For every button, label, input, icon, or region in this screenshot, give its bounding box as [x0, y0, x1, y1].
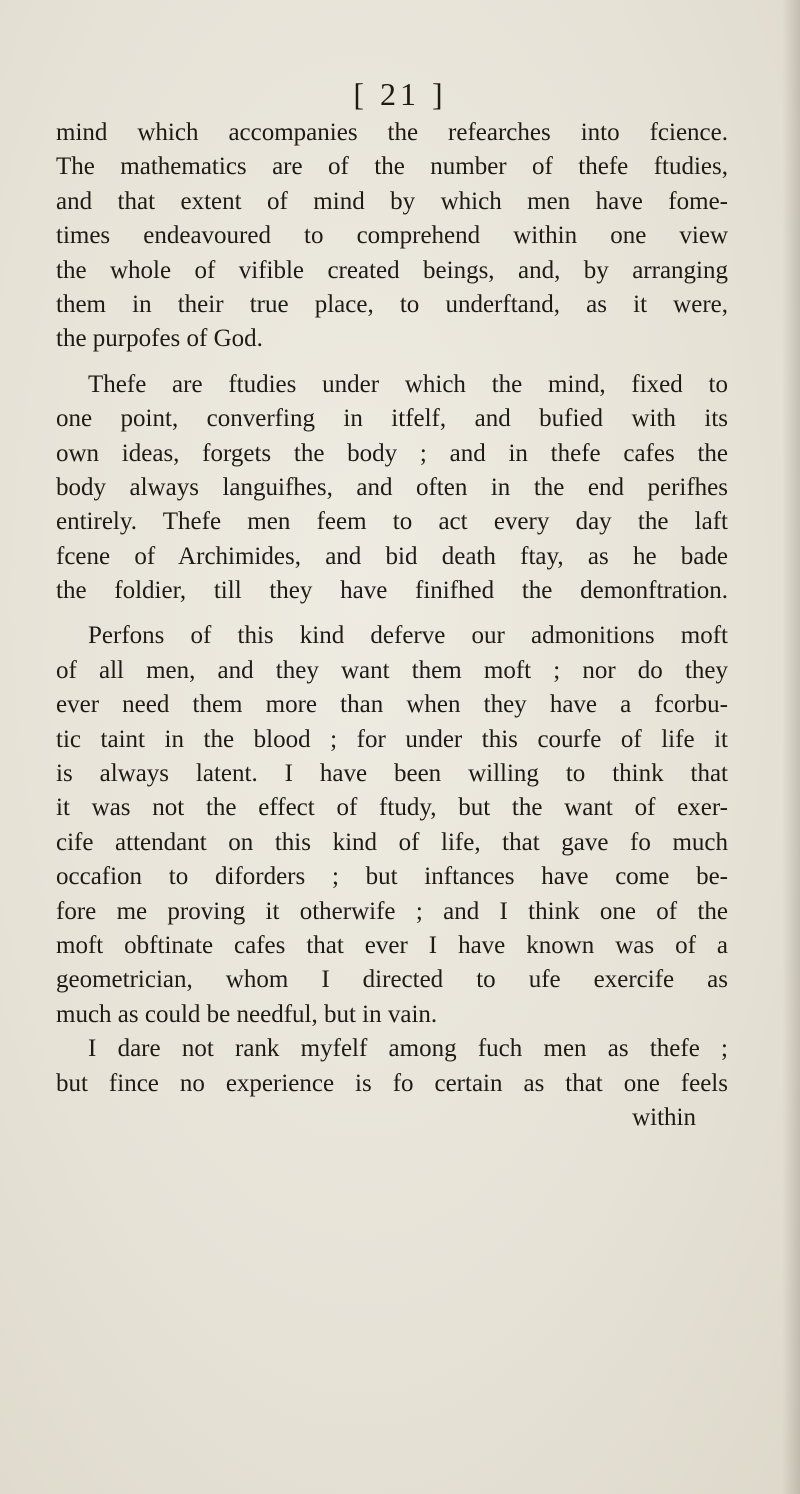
text-line: The mathematics are of the number of thefe ftudies, [56, 153, 728, 181]
text-line: times endeavoured to comprehend within one view [56, 222, 728, 250]
text-line: it was not the effect of ftudy, but the want of exer- [56, 794, 728, 822]
text-line: geometrician, whom I directed to ufe exercife as [56, 966, 728, 994]
text-line: of all men, and they want them moft ; nor do they [56, 656, 728, 684]
text-line: occafion to diforders ; but inftances have come be- [56, 863, 728, 891]
catchword: within [632, 1103, 696, 1131]
text-line: the purpofes of God. [56, 325, 263, 353]
paragraph [56, 1032, 728, 1135]
body-text [56, 116, 728, 1135]
text-line: Perfons of this kind deferve our admonitions moft [88, 622, 728, 650]
text-line: but fince no experience is fo certain as that one feels [56, 1069, 728, 1097]
paragraph [56, 619, 728, 1032]
text-line: Thefe are ftudies under which the mind, fixed to [88, 370, 728, 398]
page-edge-shadow [782, 0, 800, 1494]
text-line: the foldier, till they have finifhed the demonftration. [56, 577, 728, 605]
text-line: and that extent of mind by which men have fome- [56, 187, 728, 215]
page-number: [ 21 ] [353, 76, 447, 112]
text-line: body always languifhes, and often in the end perifhes [56, 473, 728, 501]
text-line: them in their true place, to underftand, as it were, [56, 290, 728, 318]
text-line: fore me proving it otherwife ; and I think one of the [56, 897, 728, 925]
paragraph [56, 116, 728, 357]
text-line: moft obftinate cafes that ever I have known was of a [56, 931, 728, 959]
text-line: one point, converfing in itfelf, and bufied with its [56, 405, 728, 433]
text-line: fcene of Archimides, and bid death ftay, as he bade [56, 542, 728, 570]
text-line: own ideas, forgets the body ; and in thefe cafes the [56, 439, 728, 467]
paragraph [56, 368, 728, 609]
text-line: entirely. Thefe men feem to act every day the laft [56, 508, 728, 536]
text-line: I dare not rank myfelf among fuch men as thefe ; [88, 1035, 728, 1063]
text-line: is always latent. I have been willing to think that [56, 760, 728, 788]
text-line: cife attendant on this kind of life, that gave fo much [56, 828, 728, 856]
text-line: tic taint in the blood ; for under this courfe of life it [56, 725, 728, 753]
text-line: ever need them more than when they have a fcorbu- [56, 691, 728, 719]
text-line: the whole of vifible created beings, and, by arranging [56, 256, 728, 284]
text-line: much as could be needful, but in vain. [56, 1000, 438, 1028]
text-line: mind which accompanies the refearches into fcience. [56, 119, 728, 146]
